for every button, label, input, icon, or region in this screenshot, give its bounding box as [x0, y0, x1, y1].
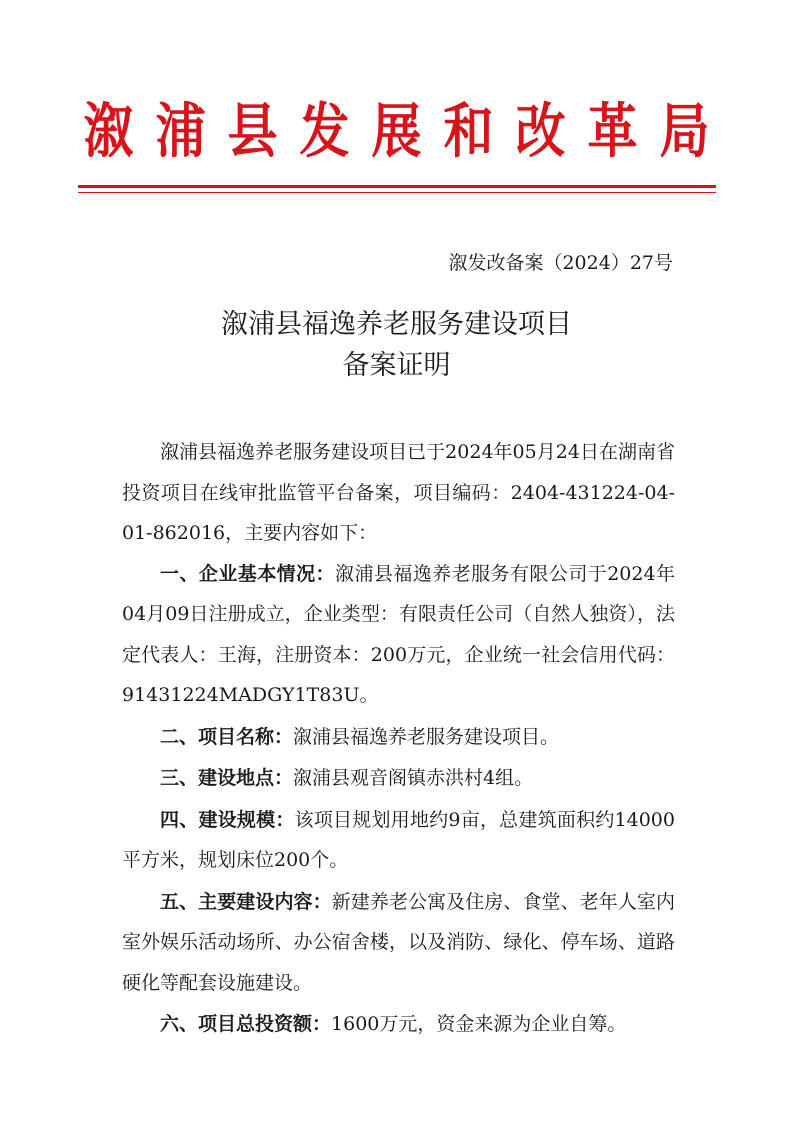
header-rule-thin: [78, 192, 716, 193]
org-name-header: 溆浦县发展和改革局: [83, 97, 732, 166]
section-heading-2: 二、项目名称：: [160, 725, 294, 748]
header-rule-thick: [78, 185, 716, 188]
section-text-5: 新建养老公寓及住房、食堂、老年人室内室外娱乐活动场所、办公宿舍楼，以及消防、绿化、停车场、道路硬化等配套设施建设。: [122, 890, 675, 994]
section-heading-5: 五、主要建设内容：: [160, 890, 332, 913]
section-paragraph-6: [122, 1004, 675, 1045]
section-paragraph-1: [122, 554, 675, 716]
section-text-3: 溆浦县观音阁镇赤洪村4组。: [293, 767, 534, 789]
section-heading-6: 六、项目总投资额：: [160, 1013, 332, 1035]
document-title-line2: 备案证明: [342, 350, 451, 381]
section-text-4: 该项目规划用地约9亩，总建筑面积约14000平方米，规划床位200个。: [122, 808, 675, 871]
section-heading-4: 四、建设规模：: [160, 808, 295, 831]
intro-paragraph: 溆浦县福逸养老服务建设项目已于2024年05月24日在湖南省投资项目在线审批监管平台备案，项目编码：2404-431224-04-01-862016，主要内容如下：: [122, 441, 675, 544]
section-paragraph-5: [122, 882, 675, 1004]
section-paragraph-3: [122, 758, 675, 799]
document-title-line1: 溆浦县福逸养老服务建设项目: [221, 309, 572, 340]
section-heading-1: 一、企业基本情况：: [160, 562, 335, 585]
section-text-2: 溆浦县福逸养老服务建设项目。: [293, 725, 560, 748]
document-body: [122, 432, 675, 1045]
section-text-1: 溆浦县福逸养老服务有限公司于2024年04月09日注册成立，企业类型：有限责任公司（自然人独资），法定代表人：王海，注册资本：200万元，企业统一社会信用代码：91431224MADGY1T83U。: [122, 562, 675, 706]
section-heading-3: 三、建设地点：: [160, 767, 294, 789]
section-paragraph-4: [122, 800, 675, 881]
document-number: 溆发改备案（2024）27号: [448, 252, 673, 274]
section-text-6: 1600万元，资金来源为企业自筹。: [331, 1013, 627, 1035]
section-paragraph-2: [122, 717, 675, 758]
